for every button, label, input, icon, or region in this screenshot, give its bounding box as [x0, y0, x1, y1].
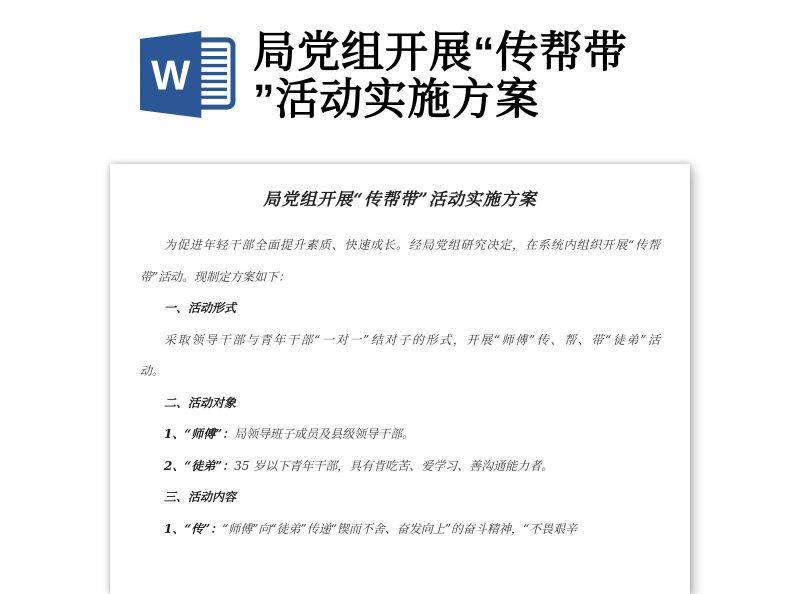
section-heading: 一、活动形式: [164, 301, 237, 315]
list-item-text: 局领导班子成员及县级领导干部。: [234, 427, 415, 441]
document-preview-page: [110, 164, 690, 594]
document-line: 动。: [140, 364, 165, 378]
document-line: 为促进年轻干部全面提升素质、快速成长。经局党组研究决定，在系统内组织开展“传帮: [164, 238, 660, 252]
document-line: 采取领导干部与青年干部“一对一”结对子的形式，开展“师傅”传、帮、带“徒弟”活: [164, 332, 660, 347]
document-title: 局党组开展“传帮带”活动实施方案: [263, 190, 537, 210]
page-title: [253, 30, 628, 124]
list-item-label: 2、“徒弟”：: [164, 458, 235, 473]
section-heading: 三、活动内容: [164, 490, 237, 504]
section-heading: 二、活动对象: [164, 395, 237, 410]
word-icon-graphic: [138, 30, 237, 119]
header: [138, 30, 628, 124]
document-line: [140, 451, 660, 483]
list-item-text: 35 岁以下青年干部，具有肯吃苦、爱学习、善沟通能力者。: [234, 458, 554, 473]
document-line: 带”活动。现制定方案如下：: [140, 269, 291, 284]
list-item-label: 1、“师傅”：: [164, 427, 235, 441]
word-document-icon: [138, 30, 237, 119]
list-item-text: “师傅”向“徒弟”传递“锲而不舍、奋发向上”的奋斗精神，“不畏艰辛: [222, 521, 578, 536]
document-body: [140, 230, 660, 545]
document-line: [140, 419, 660, 451]
page-title-line1: 局党组开展“传帮带: [253, 29, 628, 77]
page-title-line2: ”活动实施方案: [253, 76, 540, 124]
document-line: [140, 514, 660, 546]
word-icon-letter: W: [151, 51, 191, 99]
list-item-label: 1、“传”：: [164, 521, 223, 536]
